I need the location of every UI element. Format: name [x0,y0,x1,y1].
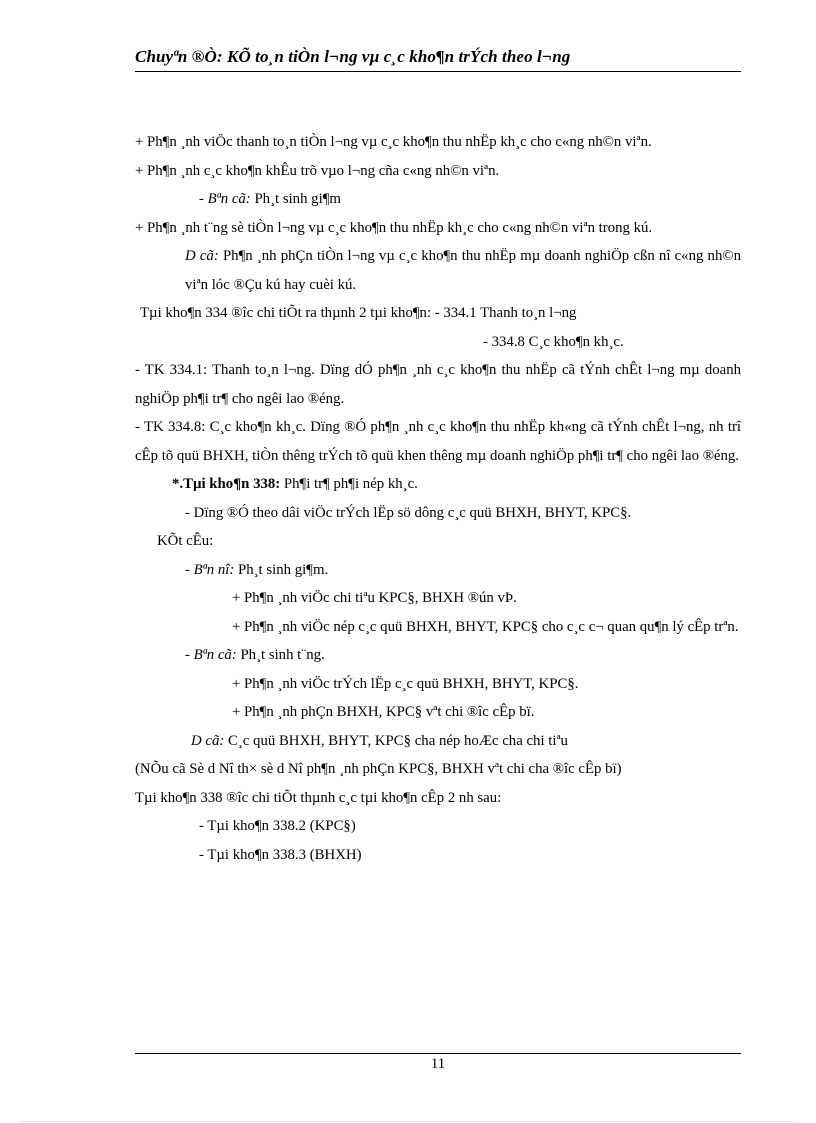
paragraph: (NÕu cã Sè d Nî th× sè d Nî ph¶n ¸nh phÇn KPC§, BHXH vªt chi cha ®îc cÊp bï) [135,761,622,777]
paragraph: KÕt cÊu: [157,533,214,549]
label: D cã: [185,248,219,264]
paragraph: + Ph¶n ¸nh t¨ng sè tiÒn l¬ng vµ c¸c kho¶n thu nhËp kh¸c cho c«ng nh©n viªn trong kú. [135,219,653,236]
paragraph [135,556,741,585]
document-body [135,128,741,869]
label: - Bªn nî: [185,561,235,578]
paragraph: + Ph¶n ¸nh viÖc thanh to¸n tiÒn l¬ng vµ c¸c kho¶n thu nhËp kh¸c cho c«ng nh©n viªn. [135,134,652,150]
label: D cã: [191,732,225,749]
text: Ph¸t sinh t¨ng. [236,647,325,663]
paragraph: Tµi kho¶n 338 ®îc chi tiÕt thµnh c¸c tµi kho¶n cÊp 2 nh sau: [135,789,502,806]
text: Ph¶i tr¶ ph¶i nép kh¸c. [280,476,418,492]
paragraph: + Ph¶n ¸nh viÖc trÝch lËp c¸c quü BHXH, BHYT, KPC§. [232,675,579,692]
paragraph: + Ph¶n ¸nh viÖc chi tiªu KPC§, BHXH ®ún vÞ. [232,590,517,606]
paragraph: Tµi kho¶n 334 ®îc chi tiÕt ra thµnh 2 tµi kho¶n: - 334.1 Thanh to¸n l¬ng [140,305,577,321]
page-bottom-dotted-line [20,1121,796,1122]
paragraph: + Ph¶n ¸nh viÖc nép c¸c quü BHXH, BHYT, KPC§ cho c¸c c¬ quan qu¶n lý cÊp trªn. [232,618,739,635]
text: C¸c quü BHXH, BHYT, KPC§ cha nép hoÆc cha chi tiªu [224,732,568,749]
paragraph: - Dïng ®Ó theo dâi viÖc trÝch lËp sö dông c¸c quü BHXH, BHYT, KPC§. [185,504,632,521]
header-divider [135,71,741,72]
paragraph: - Tµi kho¶n 338.3 (BHXH) [199,846,362,863]
text: Ph¸t sinh gi¶m [250,191,341,207]
paragraph [135,470,741,499]
paragraph: - TK 334.1: Thanh to¸n l¬ng. Dïng dÓ ph¶n ¸nh c¸c kho¶n thu nhËp cã tÝnh chÊt l¬ng mµ doanh nghiÖp ph¶i tr¶ cho ngêi lao ®éng. [135,362,741,407]
label: - Bªn cã: [185,647,237,663]
paragraph: - TK 334.8: C¸c kho¶n kh¸c. Dïng ®Ó ph¶n ¸nh c¸c kho¶n thu nhËp kh«ng cã tÝnh chÊt l¬ng, nh trî cÊp tõ quü BHXH, tiÒn thêng trÝch tõ quü khen thêng mµ doanh nghiÖp ph¶i tr¶ cho ngêi lao ®éng. [135,419,741,464]
label: - Bªn cã: [199,191,251,207]
paragraph: + Ph¶n ¸nh c¸c kho¶n khÊu trõ vµo l¬ng cña c«ng nh©n viªn. [135,162,500,179]
page-number: 11 [430,1056,446,1072]
page-header-title: Chuyªn ®Ò: KÕ to¸n tiÒn l¬ng vµ c¸c kho¶n trÝch theo l¬ng [135,47,571,66]
paragraph: - 334.8 C¸c kho¶n kh¸c. [483,333,624,350]
paragraph [135,641,741,670]
footer-divider [135,1053,741,1054]
heading: *.Tµi kho¶n 338: [172,476,281,492]
paragraph: - Tµi kho¶n 338.2 (KPC§) [199,818,356,834]
text: Ph¸t sinh gi¶m. [234,561,329,578]
paragraph [135,242,741,299]
text: Ph¶n ¸nh phÇn tiÒn l¬ng vµ c¸c kho¶n thu nhËp mµ doanh nghiÖp cßn nî c«ng nh©n viªn lóc ®Çu kú hay cuèi kú. [185,248,741,293]
paragraph [135,727,741,756]
paragraph: + Ph¶n ¸nh phÇn BHXH, KPC§ vªt chi ®îc cÊp bï. [232,704,535,720]
paragraph [135,185,741,214]
